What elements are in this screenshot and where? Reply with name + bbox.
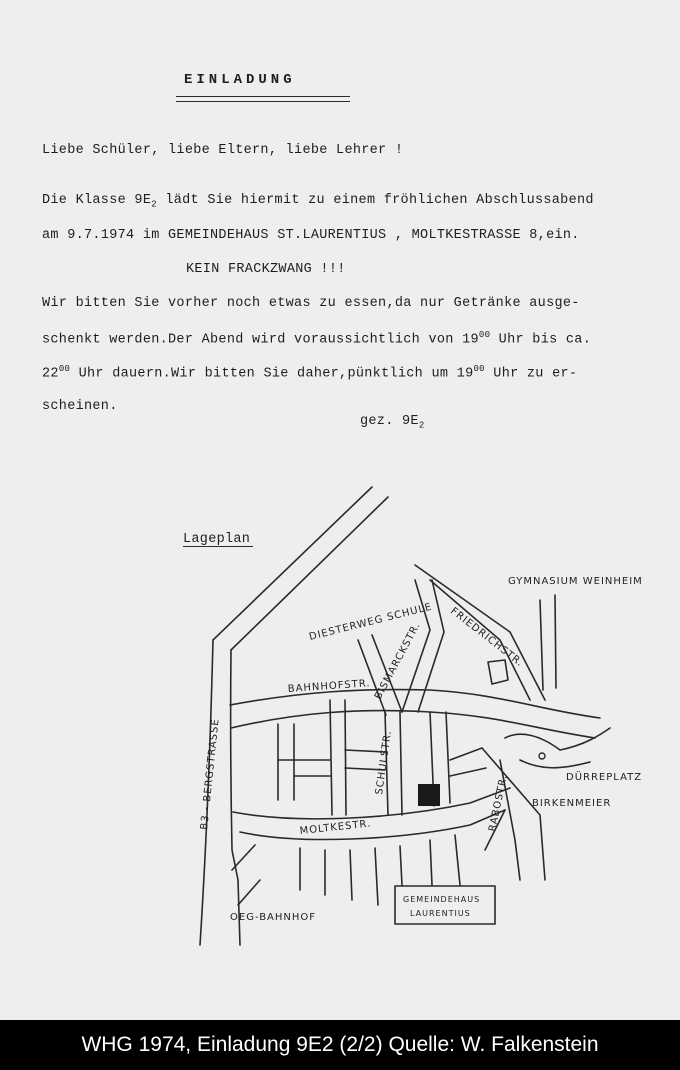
label-duerreplatz: DÜRREPLATZ	[566, 772, 643, 783]
label-birkenmeier: BIRKENMEIER	[532, 798, 612, 809]
paragraph-1-line-2: am 9.7.1974 im GEMEINDEHAUS ST.LAURENTIUS , MOLTKESTRASSE 8,ein.	[42, 228, 580, 243]
p1-text-b: lädt Sie hiermit zu einem fröhlichen Abschlussabend	[156, 193, 594, 208]
label-moltkestr: MOLTKESTR.	[299, 818, 372, 837]
label-gemeindehaus-2: LAURENTIUS	[410, 909, 471, 918]
letter-title: EINLADUNG	[184, 72, 296, 88]
p1-text-a: Die Klasse 9E	[42, 193, 152, 208]
label-bergstrasse: B3 - BERGSTRASSE	[199, 717, 222, 831]
label-gemeindehaus-1: GEMEINDEHAUS	[403, 895, 481, 904]
p2l2-sup: 00	[478, 330, 491, 340]
label-oeg-bahnhof: OEG-BAHNHOF	[230, 912, 317, 923]
map-streets	[200, 487, 610, 945]
signature-text: gez. 9E	[360, 414, 419, 429]
p2l2-text-a: schenkt werden.Der Abend wird voraussichtlich von 19	[42, 332, 479, 348]
label-bahnhofstr: BAHNHOFSTR.	[287, 678, 371, 695]
duerreplatz-dot	[539, 753, 545, 759]
p2l3-sup-2: 00	[473, 364, 485, 374]
label-gymnasium: GYMNASIUM WEINHEIM	[508, 576, 643, 587]
greeting: Liebe Schüler, liebe Eltern, liebe Lehrer !	[42, 143, 404, 158]
paragraph-2-line-4: scheinen.	[42, 399, 118, 414]
p2l3-sup-1: 00	[58, 364, 71, 374]
p2l2-text-b: Uhr bis ca.	[490, 332, 592, 348]
p2l3-text-b: Uhr dauern.Wir bitten Sie daher,pünktlich um 19	[70, 366, 474, 382]
image-caption: WHG 1974, Einladung 9E2 (2/2) Quelle: W. Falkenstein	[0, 1020, 680, 1070]
p2l3-text-c: Uhr zu er-	[484, 366, 578, 382]
paragraph-2-line-1: Wir bitten Sie vorher noch etwas zu essen,da nur Getränke ausge-	[42, 296, 580, 311]
gemeindehaus-marker	[418, 784, 440, 806]
label-diesterweg-schule: DIESTERWEG SCHULE	[308, 601, 434, 643]
paragraph-1-line-3: KEIN FRACKZWANG !!!	[186, 262, 346, 277]
label-rabostr: RABOSTR.	[487, 773, 511, 833]
label-friedrichstr: FRIEDRICHSTR.	[448, 605, 526, 670]
p2l3-text-a: 22	[42, 366, 59, 382]
signature-subscript: 2	[418, 420, 425, 431]
p1-subscript: 2	[151, 199, 157, 210]
label-schulstr: SCHULSTR.	[374, 729, 395, 796]
label-bismarckstr: BISMARCKSTR.	[372, 620, 423, 702]
map-heading: Lageplan	[183, 532, 251, 547]
